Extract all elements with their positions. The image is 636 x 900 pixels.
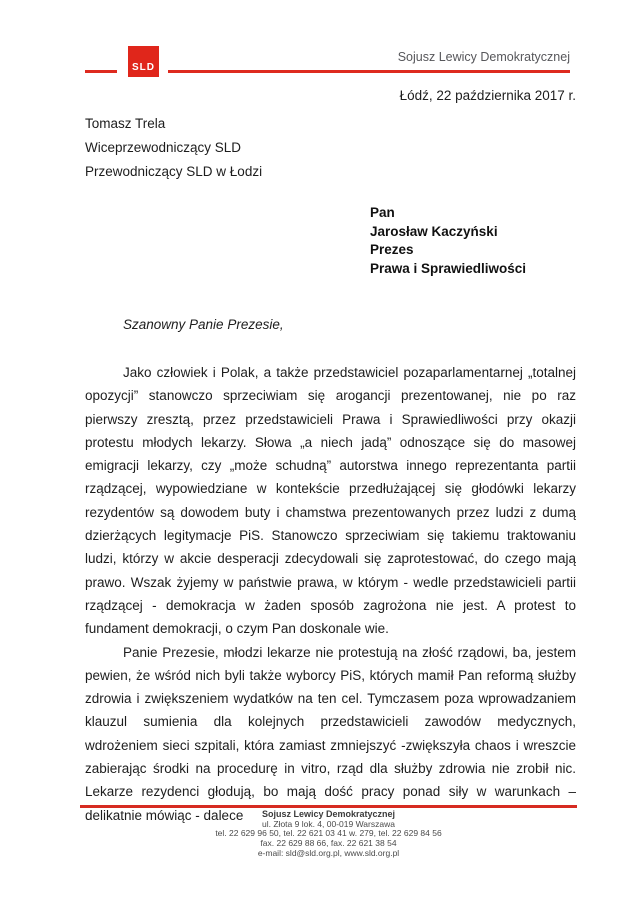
footer-faxes: fax. 22 629 88 66, fax. 22 621 38 54 bbox=[260, 838, 397, 849]
footer-org-name: Sojusz Lewicy Demokratycznej bbox=[261, 809, 396, 819]
footer-address: ul. Złota 9 lok. 4, 00-019 Warszawa bbox=[262, 818, 395, 829]
letterhead-rule-right bbox=[168, 70, 570, 73]
salutation: Szanowny Panie Prezesie, bbox=[123, 317, 284, 332]
sender-title-2: Przewodniczący SLD w Łodzi bbox=[85, 164, 263, 179]
sld-logo bbox=[128, 46, 159, 77]
recipient-honorific: Pan bbox=[370, 205, 395, 220]
recipient-name: Jarosław Kaczyński bbox=[370, 223, 498, 239]
dateline: Łódź, 22 października 2017 r. bbox=[399, 88, 576, 103]
footer-rule bbox=[80, 805, 577, 808]
footer-phones: tel. 22 629 96 50, tel. 22 621 03 41 w. 279, tel. 22 629 84 56 bbox=[215, 828, 442, 839]
sender-block bbox=[85, 112, 262, 184]
sender-name: Tomasz Trela bbox=[85, 116, 166, 131]
letterhead-rule-left bbox=[85, 70, 117, 73]
footer-email-web: e-mail: sld@sld.org.pl, www.sld.org.pl bbox=[257, 847, 400, 858]
recipient-title: Prezes bbox=[370, 242, 414, 257]
body-paragraph-2: Panie Prezesie, młodzi lekarze nie protestują na złość rządowi, ba, jestem pewien, że wśród nich byli także wyborcy PiS, których mamił Pan reformą służby zdrowia i zwiększeniem wydatków na ten cel. Tymczasem poza wprowadzaniem klauzul sumienia dla kolejnych przedstawicieli zawodów medycznych, wdrożeniem sieci szpitali, która zamiast zmniejszyć -zwiększyła chaos i wreszcie zabierając środki na procedurę in vitro, rząd dla służby zdrowia nie zrobił nic. Lekarze rezydenci głodują, bo mają dość pracy ponad siły w warunkach – delikatnie mówiąc - dalece bbox=[85, 644, 576, 823]
recipient-block bbox=[370, 204, 526, 278]
sld-logo-text: SLD bbox=[132, 62, 155, 73]
recipient-org: Prawa i Sprawiedliwości bbox=[370, 260, 527, 276]
letter-body bbox=[85, 361, 576, 827]
footer-block bbox=[80, 810, 577, 859]
letterhead-org-name: Sojusz Lewicy Demokratycznej bbox=[397, 50, 570, 64]
sender-title-1: Wiceprzewodniczący SLD bbox=[85, 140, 242, 155]
body-paragraph-1: Jako człowiek i Polak, a także przedstawiciel pozaparlamentarnej „totalnej opozycji” stanowczo sprzeciwiam się arogancji prezentowanej, nie po raz pierwszy zresztą, przez przedstawicieli Prawa i Sprawiedliwości przy okazji protestu młodych lekarzy. Słowa „a niech jadą” odnoszące się do masowej emigracji lekarzy, czy „może schudną” autorstwa innego reprezentanta partii rządzącej, wypowiedziane w kontekście przedłużającej się głodówki lekarzy rezydentów są dowodem buty i chamstwa prezentowanych przez ludzi z dumą dzierżących legitymacje PiS. Stanowczo sprzeciwiam się takiemu traktowaniu ludzi, którzy w akcie desperacji zdecydowali się zaprotestować, do czego mają prawo. Wszak żyjemy w państwie prawa, w którym - wedle przedstawicieli partii rządzącej - demokracja w żaden sposób zagrożona nie jest. A protest to fundament demokracji, o czym Pan doskonale wie. bbox=[85, 365, 576, 637]
